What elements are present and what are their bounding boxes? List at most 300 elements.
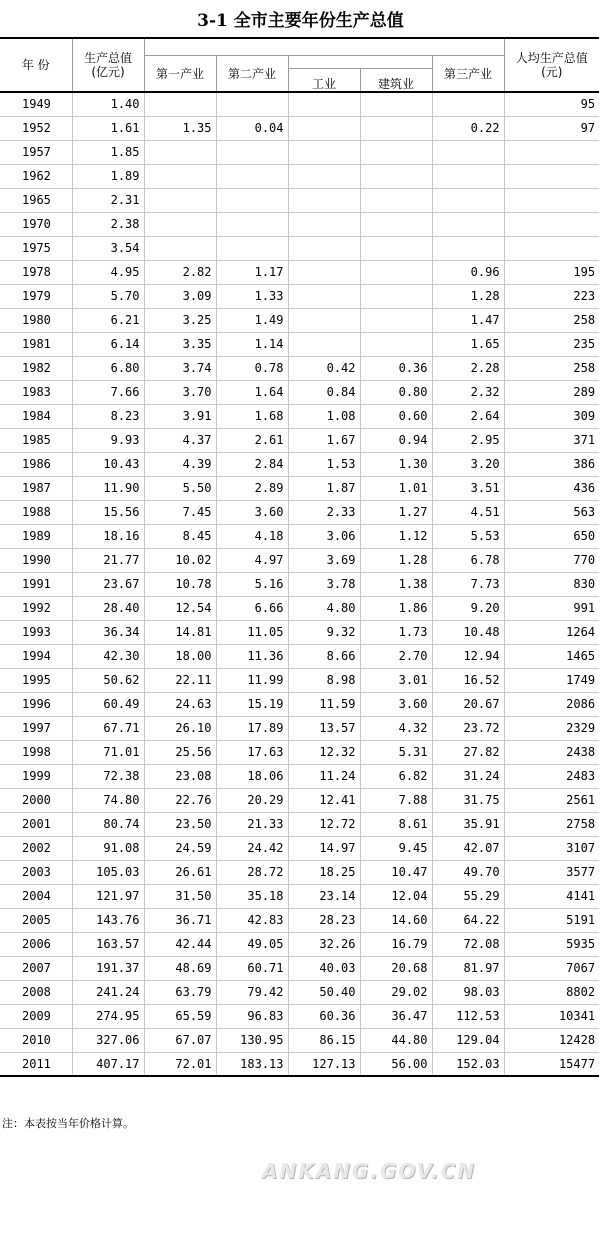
per-capita-cell: 830 bbox=[504, 572, 599, 596]
secondary-cell: 17.89 bbox=[216, 716, 288, 740]
year-cell: 1989 bbox=[0, 524, 72, 548]
gdp-cell: 4.95 bbox=[72, 260, 144, 284]
tertiary-cell: 7.73 bbox=[432, 572, 504, 596]
table-row bbox=[0, 356, 599, 380]
primary-cell: 10.02 bbox=[144, 548, 216, 572]
industry-cell: 13.57 bbox=[288, 716, 360, 740]
industry-cell: 23.14 bbox=[288, 884, 360, 908]
tertiary-cell bbox=[432, 188, 504, 212]
header-per-capita: 人均生产总值 (元) bbox=[504, 38, 599, 92]
tertiary-cell: 1.28 bbox=[432, 284, 504, 308]
industry-cell: 8.98 bbox=[288, 668, 360, 692]
primary-cell bbox=[144, 140, 216, 164]
primary-cell: 24.59 bbox=[144, 836, 216, 860]
gdp-cell: 18.16 bbox=[72, 524, 144, 548]
tertiary-cell: 12.94 bbox=[432, 644, 504, 668]
table-row bbox=[0, 332, 599, 356]
industry-cell bbox=[288, 188, 360, 212]
gdp-cell: 36.34 bbox=[72, 620, 144, 644]
table-row bbox=[0, 548, 599, 572]
gdp-cell: 74.80 bbox=[72, 788, 144, 812]
header-construction: 建筑业 bbox=[360, 69, 432, 93]
per-capita-cell: 2438 bbox=[504, 740, 599, 764]
tertiary-cell: 72.08 bbox=[432, 932, 504, 956]
per-capita-cell: 95 bbox=[504, 92, 599, 116]
industry-cell: 3.78 bbox=[288, 572, 360, 596]
table-row bbox=[0, 668, 599, 692]
year-cell: 1986 bbox=[0, 452, 72, 476]
tertiary-cell: 0.96 bbox=[432, 260, 504, 284]
construction-cell bbox=[360, 188, 432, 212]
gdp-cell: 15.56 bbox=[72, 500, 144, 524]
secondary-cell bbox=[216, 212, 288, 236]
per-capita-cell bbox=[504, 140, 599, 164]
construction-cell: 1.27 bbox=[360, 500, 432, 524]
gdp-cell: 7.66 bbox=[72, 380, 144, 404]
primary-cell: 23.50 bbox=[144, 812, 216, 836]
construction-cell bbox=[360, 212, 432, 236]
header-secondary: 第二产业 bbox=[216, 56, 288, 93]
year-cell: 1993 bbox=[0, 620, 72, 644]
industry-cell: 1.87 bbox=[288, 476, 360, 500]
construction-cell bbox=[360, 332, 432, 356]
year-cell: 2000 bbox=[0, 788, 72, 812]
table-row bbox=[0, 908, 599, 932]
gdp-cell: 6.80 bbox=[72, 356, 144, 380]
table-row bbox=[0, 620, 599, 644]
per-capita-cell: 2086 bbox=[504, 692, 599, 716]
table-row bbox=[0, 740, 599, 764]
construction-cell: 1.01 bbox=[360, 476, 432, 500]
construction-cell: 0.80 bbox=[360, 380, 432, 404]
year-cell: 2006 bbox=[0, 932, 72, 956]
primary-cell: 3.70 bbox=[144, 380, 216, 404]
table-header bbox=[0, 38, 599, 92]
year-cell: 1985 bbox=[0, 428, 72, 452]
table-row bbox=[0, 788, 599, 812]
gdp-cell: 1.61 bbox=[72, 116, 144, 140]
tertiary-cell: 27.82 bbox=[432, 740, 504, 764]
year-cell: 1982 bbox=[0, 356, 72, 380]
table-row bbox=[0, 284, 599, 308]
primary-cell: 26.61 bbox=[144, 860, 216, 884]
table-row bbox=[0, 92, 599, 116]
tertiary-cell bbox=[432, 164, 504, 188]
primary-cell: 10.78 bbox=[144, 572, 216, 596]
industry-cell: 1.08 bbox=[288, 404, 360, 428]
gdp-cell: 2.38 bbox=[72, 212, 144, 236]
primary-cell: 67.07 bbox=[144, 1028, 216, 1052]
construction-cell: 3.01 bbox=[360, 668, 432, 692]
table-row bbox=[0, 428, 599, 452]
table-row bbox=[0, 380, 599, 404]
table-row bbox=[0, 860, 599, 884]
gdp-cell: 191.37 bbox=[72, 956, 144, 980]
table-row bbox=[0, 452, 599, 476]
tertiary-cell: 112.53 bbox=[432, 1004, 504, 1028]
secondary-cell: 42.83 bbox=[216, 908, 288, 932]
per-capita-cell: 5935 bbox=[504, 932, 599, 956]
per-capita-cell: 1749 bbox=[504, 668, 599, 692]
construction-cell bbox=[360, 236, 432, 260]
header-gdp: 生产总值 (亿元) bbox=[72, 38, 144, 92]
tertiary-cell: 31.24 bbox=[432, 764, 504, 788]
per-capita-cell: 1465 bbox=[504, 644, 599, 668]
primary-cell bbox=[144, 212, 216, 236]
secondary-cell: 11.36 bbox=[216, 644, 288, 668]
year-cell: 1987 bbox=[0, 476, 72, 500]
gdp-cell: 28.40 bbox=[72, 596, 144, 620]
industry-cell bbox=[288, 284, 360, 308]
construction-cell bbox=[360, 164, 432, 188]
gdp-cell: 2.31 bbox=[72, 188, 144, 212]
gdp-cell: 407.17 bbox=[72, 1052, 144, 1076]
tertiary-cell: 4.51 bbox=[432, 500, 504, 524]
primary-cell: 5.50 bbox=[144, 476, 216, 500]
secondary-cell: 3.60 bbox=[216, 500, 288, 524]
table-row bbox=[0, 1052, 599, 1076]
per-capita-cell: 770 bbox=[504, 548, 599, 572]
secondary-cell: 0.04 bbox=[216, 116, 288, 140]
per-capita-cell bbox=[504, 188, 599, 212]
per-capita-cell: 309 bbox=[504, 404, 599, 428]
secondary-cell: 1.33 bbox=[216, 284, 288, 308]
primary-cell: 3.91 bbox=[144, 404, 216, 428]
per-capita-cell: 289 bbox=[504, 380, 599, 404]
industry-cell bbox=[288, 332, 360, 356]
table-row bbox=[0, 188, 599, 212]
tertiary-cell: 0.22 bbox=[432, 116, 504, 140]
per-capita-cell: 7067 bbox=[504, 956, 599, 980]
per-capita-cell: 3577 bbox=[504, 860, 599, 884]
primary-cell: 23.08 bbox=[144, 764, 216, 788]
primary-cell: 72.01 bbox=[144, 1052, 216, 1076]
construction-cell: 1.28 bbox=[360, 548, 432, 572]
industry-cell: 0.84 bbox=[288, 380, 360, 404]
year-cell: 1979 bbox=[0, 284, 72, 308]
per-capita-cell: 991 bbox=[504, 596, 599, 620]
gdp-cell: 121.97 bbox=[72, 884, 144, 908]
gdp-cell: 72.38 bbox=[72, 764, 144, 788]
secondary-cell: 79.42 bbox=[216, 980, 288, 1004]
gdp-cell: 21.77 bbox=[72, 548, 144, 572]
secondary-cell: 21.33 bbox=[216, 812, 288, 836]
gdp-cell: 60.49 bbox=[72, 692, 144, 716]
tertiary-cell: 129.04 bbox=[432, 1028, 504, 1052]
secondary-cell: 96.83 bbox=[216, 1004, 288, 1028]
primary-cell: 3.35 bbox=[144, 332, 216, 356]
primary-cell: 25.56 bbox=[144, 740, 216, 764]
site-watermark: ANKANG.GOV.CN bbox=[262, 1159, 477, 1183]
secondary-cell: 35.18 bbox=[216, 884, 288, 908]
table-row bbox=[0, 116, 599, 140]
primary-cell: 48.69 bbox=[144, 956, 216, 980]
construction-cell: 2.70 bbox=[360, 644, 432, 668]
industry-cell: 4.80 bbox=[288, 596, 360, 620]
tertiary-cell: 10.48 bbox=[432, 620, 504, 644]
secondary-cell: 60.71 bbox=[216, 956, 288, 980]
construction-cell: 9.45 bbox=[360, 836, 432, 860]
gdp-cell: 9.93 bbox=[72, 428, 144, 452]
secondary-cell bbox=[216, 164, 288, 188]
construction-cell bbox=[360, 140, 432, 164]
year-cell: 2003 bbox=[0, 860, 72, 884]
table-row bbox=[0, 500, 599, 524]
table-row bbox=[0, 164, 599, 188]
per-capita-cell bbox=[504, 164, 599, 188]
secondary-cell: 24.42 bbox=[216, 836, 288, 860]
year-cell: 1980 bbox=[0, 308, 72, 332]
gdp-cell: 50.62 bbox=[72, 668, 144, 692]
table-row bbox=[0, 716, 599, 740]
primary-cell: 22.76 bbox=[144, 788, 216, 812]
table-row bbox=[0, 476, 599, 500]
construction-cell: 7.88 bbox=[360, 788, 432, 812]
year-cell: 2001 bbox=[0, 812, 72, 836]
gdp-cell: 71.01 bbox=[72, 740, 144, 764]
primary-cell bbox=[144, 188, 216, 212]
industry-cell: 32.26 bbox=[288, 932, 360, 956]
per-capita-cell: 386 bbox=[504, 452, 599, 476]
primary-cell bbox=[144, 164, 216, 188]
industry-cell: 1.67 bbox=[288, 428, 360, 452]
year-cell: 1965 bbox=[0, 188, 72, 212]
year-cell: 1990 bbox=[0, 548, 72, 572]
tertiary-cell: 1.65 bbox=[432, 332, 504, 356]
table-row bbox=[0, 956, 599, 980]
header-year: 年 份 bbox=[0, 38, 72, 92]
year-cell: 1949 bbox=[0, 92, 72, 116]
per-capita-cell: 97 bbox=[504, 116, 599, 140]
construction-cell: 56.00 bbox=[360, 1052, 432, 1076]
industry-cell: 18.25 bbox=[288, 860, 360, 884]
per-capita-cell: 223 bbox=[504, 284, 599, 308]
industry-cell: 86.15 bbox=[288, 1028, 360, 1052]
per-capita-cell: 258 bbox=[504, 308, 599, 332]
gdp-cell: 80.74 bbox=[72, 812, 144, 836]
year-cell: 1962 bbox=[0, 164, 72, 188]
secondary-cell: 183.13 bbox=[216, 1052, 288, 1076]
tertiary-cell: 42.07 bbox=[432, 836, 504, 860]
tertiary-cell: 6.78 bbox=[432, 548, 504, 572]
industry-cell: 11.24 bbox=[288, 764, 360, 788]
primary-cell: 12.54 bbox=[144, 596, 216, 620]
header-secondary-breakdown bbox=[288, 56, 432, 69]
construction-cell: 44.80 bbox=[360, 1028, 432, 1052]
table-row bbox=[0, 212, 599, 236]
gdp-cell: 5.70 bbox=[72, 284, 144, 308]
primary-cell: 14.81 bbox=[144, 620, 216, 644]
year-cell: 1995 bbox=[0, 668, 72, 692]
primary-cell: 8.45 bbox=[144, 524, 216, 548]
construction-cell: 6.82 bbox=[360, 764, 432, 788]
gdp-cell: 143.76 bbox=[72, 908, 144, 932]
tertiary-cell bbox=[432, 92, 504, 116]
per-capita-cell bbox=[504, 236, 599, 260]
primary-cell: 2.82 bbox=[144, 260, 216, 284]
industry-cell: 12.32 bbox=[288, 740, 360, 764]
gdp-cell: 274.95 bbox=[72, 1004, 144, 1028]
per-capita-cell: 3107 bbox=[504, 836, 599, 860]
construction-cell bbox=[360, 260, 432, 284]
construction-cell bbox=[360, 284, 432, 308]
primary-cell: 36.71 bbox=[144, 908, 216, 932]
primary-cell: 4.37 bbox=[144, 428, 216, 452]
secondary-cell: 5.16 bbox=[216, 572, 288, 596]
secondary-cell: 20.29 bbox=[216, 788, 288, 812]
industry-cell: 28.23 bbox=[288, 908, 360, 932]
tertiary-cell: 2.95 bbox=[432, 428, 504, 452]
industry-cell: 3.69 bbox=[288, 548, 360, 572]
secondary-cell: 49.05 bbox=[216, 932, 288, 956]
secondary-cell: 15.19 bbox=[216, 692, 288, 716]
year-cell: 1999 bbox=[0, 764, 72, 788]
header-spacer bbox=[144, 38, 504, 56]
gdp-cell: 67.71 bbox=[72, 716, 144, 740]
gdp-cell: 105.03 bbox=[72, 860, 144, 884]
year-cell: 1981 bbox=[0, 332, 72, 356]
table-row bbox=[0, 836, 599, 860]
per-capita-cell: 563 bbox=[504, 500, 599, 524]
tertiary-cell: 2.28 bbox=[432, 356, 504, 380]
primary-cell: 3.25 bbox=[144, 308, 216, 332]
construction-cell: 14.60 bbox=[360, 908, 432, 932]
industry-cell bbox=[288, 164, 360, 188]
tertiary-cell: 2.32 bbox=[432, 380, 504, 404]
construction-cell bbox=[360, 308, 432, 332]
industry-cell: 12.72 bbox=[288, 812, 360, 836]
primary-cell: 22.11 bbox=[144, 668, 216, 692]
secondary-cell: 28.72 bbox=[216, 860, 288, 884]
secondary-cell bbox=[216, 188, 288, 212]
secondary-cell: 1.14 bbox=[216, 332, 288, 356]
industry-cell: 127.13 bbox=[288, 1052, 360, 1076]
tertiary-cell: 55.29 bbox=[432, 884, 504, 908]
table-row bbox=[0, 596, 599, 620]
year-cell: 1988 bbox=[0, 500, 72, 524]
table-body bbox=[0, 92, 599, 1076]
secondary-cell: 1.17 bbox=[216, 260, 288, 284]
year-cell: 2008 bbox=[0, 980, 72, 1004]
tertiary-cell: 9.20 bbox=[432, 596, 504, 620]
table-row bbox=[0, 932, 599, 956]
construction-cell: 1.73 bbox=[360, 620, 432, 644]
construction-cell: 0.94 bbox=[360, 428, 432, 452]
year-cell: 1998 bbox=[0, 740, 72, 764]
table-title: 3-1 全市主要年份生产总值 bbox=[197, 11, 404, 31]
gdp-cell: 6.21 bbox=[72, 308, 144, 332]
table-row bbox=[0, 884, 599, 908]
gdp-cell: 1.89 bbox=[72, 164, 144, 188]
industry-cell: 12.41 bbox=[288, 788, 360, 812]
primary-cell: 31.50 bbox=[144, 884, 216, 908]
table-note: 注：本表按当年价格计算。 bbox=[2, 1117, 134, 1130]
tertiary-cell: 16.52 bbox=[432, 668, 504, 692]
table-row bbox=[0, 236, 599, 260]
secondary-cell: 1.68 bbox=[216, 404, 288, 428]
per-capita-cell: 2329 bbox=[504, 716, 599, 740]
per-capita-cell: 195 bbox=[504, 260, 599, 284]
table-row bbox=[0, 812, 599, 836]
year-cell: 1978 bbox=[0, 260, 72, 284]
gdp-cell: 91.08 bbox=[72, 836, 144, 860]
primary-cell: 4.39 bbox=[144, 452, 216, 476]
year-cell: 1957 bbox=[0, 140, 72, 164]
gdp-cell: 163.57 bbox=[72, 932, 144, 956]
tertiary-cell: 49.70 bbox=[432, 860, 504, 884]
table-row bbox=[0, 308, 599, 332]
secondary-cell: 130.95 bbox=[216, 1028, 288, 1052]
tertiary-cell: 3.51 bbox=[432, 476, 504, 500]
industry-cell bbox=[288, 212, 360, 236]
year-cell: 1994 bbox=[0, 644, 72, 668]
secondary-cell bbox=[216, 140, 288, 164]
tertiary-cell: 64.22 bbox=[432, 908, 504, 932]
primary-cell bbox=[144, 92, 216, 116]
tertiary-cell bbox=[432, 140, 504, 164]
primary-cell bbox=[144, 236, 216, 260]
per-capita-cell: 8802 bbox=[504, 980, 599, 1004]
gdp-cell: 3.54 bbox=[72, 236, 144, 260]
year-cell: 1970 bbox=[0, 212, 72, 236]
secondary-cell: 17.63 bbox=[216, 740, 288, 764]
industry-cell bbox=[288, 116, 360, 140]
tertiary-cell: 35.91 bbox=[432, 812, 504, 836]
tertiary-cell: 3.20 bbox=[432, 452, 504, 476]
industry-cell bbox=[288, 140, 360, 164]
table-row bbox=[0, 692, 599, 716]
table-row bbox=[0, 260, 599, 284]
year-cell: 1952 bbox=[0, 116, 72, 140]
gdp-cell: 6.14 bbox=[72, 332, 144, 356]
year-cell: 2010 bbox=[0, 1028, 72, 1052]
year-cell: 1983 bbox=[0, 380, 72, 404]
year-cell: 1992 bbox=[0, 596, 72, 620]
tertiary-cell: 1.47 bbox=[432, 308, 504, 332]
secondary-cell bbox=[216, 92, 288, 116]
construction-cell: 1.12 bbox=[360, 524, 432, 548]
per-capita-cell: 258 bbox=[504, 356, 599, 380]
per-capita-cell: 1264 bbox=[504, 620, 599, 644]
table-row bbox=[0, 572, 599, 596]
construction-cell: 4.32 bbox=[360, 716, 432, 740]
primary-cell: 63.79 bbox=[144, 980, 216, 1004]
year-cell: 2004 bbox=[0, 884, 72, 908]
gdp-cell: 42.30 bbox=[72, 644, 144, 668]
per-capita-cell: 2758 bbox=[504, 812, 599, 836]
tertiary-cell: 2.64 bbox=[432, 404, 504, 428]
header-primary: 第一产业 bbox=[144, 56, 216, 93]
gdp-cell: 23.67 bbox=[72, 572, 144, 596]
year-cell: 1975 bbox=[0, 236, 72, 260]
per-capita-cell: 10341 bbox=[504, 1004, 599, 1028]
tertiary-cell: 81.97 bbox=[432, 956, 504, 980]
industry-cell: 50.40 bbox=[288, 980, 360, 1004]
year-cell: 1996 bbox=[0, 692, 72, 716]
year-cell: 2007 bbox=[0, 956, 72, 980]
industry-cell bbox=[288, 236, 360, 260]
construction-cell: 12.04 bbox=[360, 884, 432, 908]
secondary-cell: 4.18 bbox=[216, 524, 288, 548]
secondary-cell: 11.05 bbox=[216, 620, 288, 644]
table-row bbox=[0, 644, 599, 668]
construction-cell bbox=[360, 92, 432, 116]
primary-cell: 42.44 bbox=[144, 932, 216, 956]
per-capita-cell: 2483 bbox=[504, 764, 599, 788]
secondary-cell: 6.66 bbox=[216, 596, 288, 620]
per-capita-cell bbox=[504, 212, 599, 236]
primary-cell: 18.00 bbox=[144, 644, 216, 668]
